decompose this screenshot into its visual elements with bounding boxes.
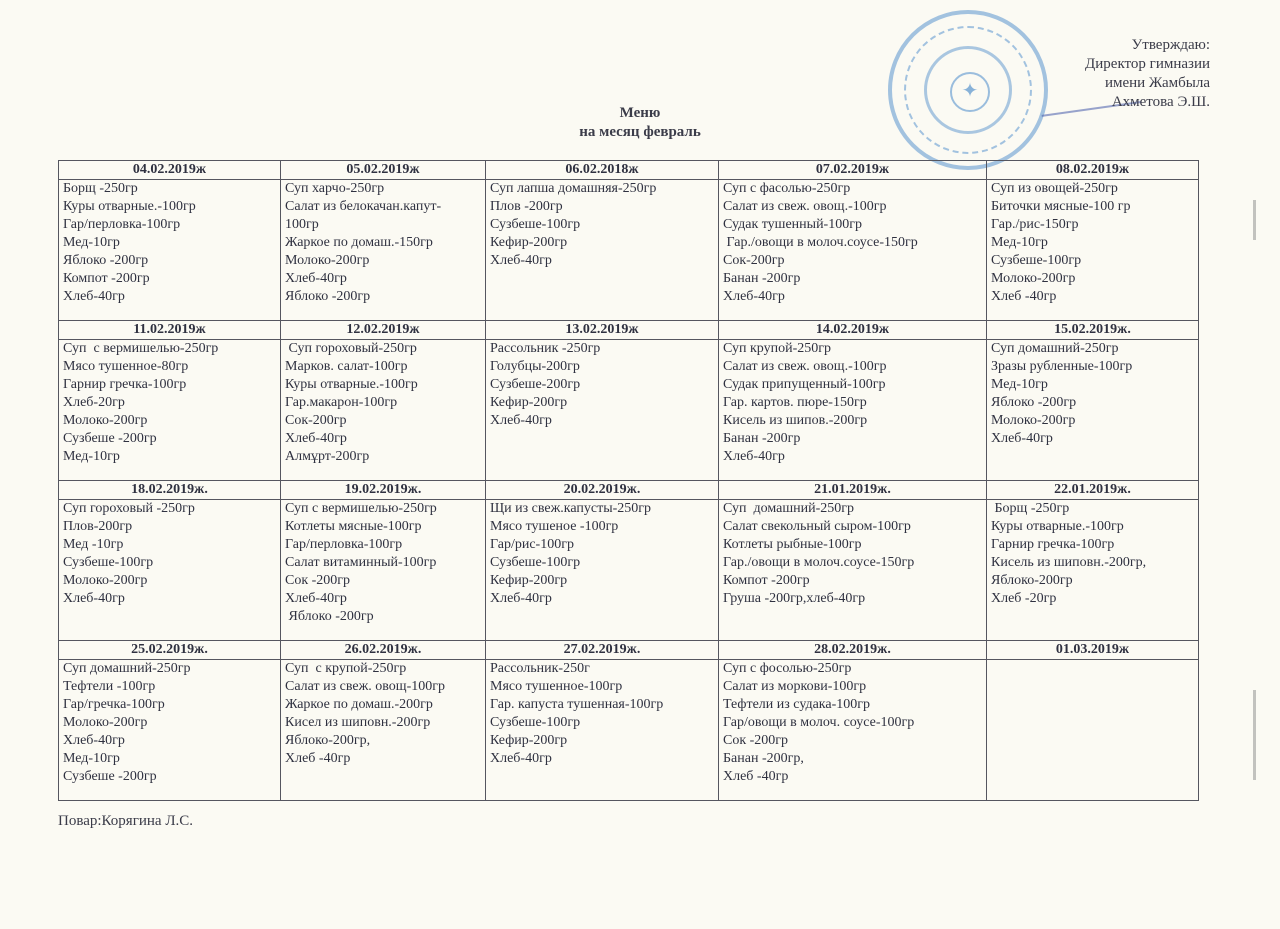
cook-signature: Повар:Корягина Л.С. [58, 813, 193, 829]
day-date-header: 15.02.2019ж. [987, 321, 1199, 340]
menu-item: Суп с крупой-250гр [285, 661, 407, 676]
menu-item: Кефир-200гр [490, 573, 568, 588]
scan-mark [1253, 200, 1256, 240]
menu-item: Тефтели из судака-100гр [723, 697, 870, 712]
day-date-header: 26.02.2019ж. [281, 641, 486, 660]
menu-item: Суп лапша домашняя-250гр [490, 181, 657, 196]
day-menu-cell [59, 180, 281, 321]
menu-item: Хлеб-40гр [285, 591, 347, 606]
approval-school: имени Жамбыла [1104, 75, 1210, 91]
menu-item: Банан -200гр [723, 271, 801, 286]
menu-item: Молоко-200гр [63, 715, 148, 730]
menu-item: Яблоко -200гр [991, 395, 1077, 410]
day-date-header: 28.02.2019ж. [719, 641, 987, 660]
menu-item: Гар. капуста тушенная-100гр [490, 697, 664, 712]
day-menu-cell [987, 340, 1199, 481]
menu-item: Салат из свеж. овощ.-100гр [723, 359, 887, 374]
menu-item: Котлеты рыбные-100гр [723, 537, 862, 552]
day-menu-cell [281, 340, 486, 481]
menu-item: Щи из свеж.капусты-250гр [490, 501, 652, 516]
menu-item: Гарнир гречка-100гр [991, 537, 1115, 552]
title-line-2: на месяц февраль [579, 124, 701, 140]
menu-item: Сузбеше-100гр [991, 253, 1082, 268]
week-date-row [59, 481, 1199, 500]
menu-item: Мясо тушеное -100гр [490, 519, 619, 534]
menu-item: Яблоко -200гр [285, 289, 371, 304]
week-date-row [59, 161, 1199, 180]
menu-item: Салат свекольный сыром-100гр [723, 519, 911, 534]
day-date-header: 22.01.2019ж. [987, 481, 1199, 500]
menu-item: Суп крупой-250гр [723, 341, 831, 356]
menu-item: Хлеб -40гр [723, 769, 789, 784]
menu-item: Сок -200гр [285, 573, 351, 588]
menu-item: Гар./рис-150гр [991, 217, 1079, 232]
week-items-row [59, 500, 1199, 641]
menu-item: Рассольник -250гр [490, 341, 601, 356]
menu-item: Хлеб-40гр [490, 751, 552, 766]
menu-item: Сузбеше -200гр [63, 769, 157, 784]
menu-item: Гар/перловка-100гр [285, 537, 403, 552]
emblem-icon: ✦ [950, 72, 990, 112]
menu-item: Тефтели -100гр [63, 679, 156, 694]
day-menu-cell [719, 180, 987, 321]
day-date-header: 05.02.2019ж [281, 161, 486, 180]
page-title [520, 104, 760, 142]
menu-item: Куры отварные.-100гр [63, 199, 196, 214]
menu-item: Груша -200гр,хлеб-40гр [723, 591, 866, 606]
menu-item: Яблоко-200гр, [285, 733, 371, 748]
week-items-row [59, 340, 1199, 481]
menu-item: Хлеб-40гр [63, 733, 125, 748]
day-menu-cell [281, 180, 486, 321]
week-items-row [59, 180, 1199, 321]
menu-item: Жаркое по домаш.-200гр [285, 697, 433, 712]
menu-item: Яблоко -200гр [63, 253, 149, 268]
day-date-header: 11.02.2019ж [59, 321, 281, 340]
day-date-header: 13.02.2019ж [486, 321, 719, 340]
menu-item: Банан -200гр, [723, 751, 804, 766]
title-line-1: Меню [619, 105, 661, 121]
menu-item: Банан -200гр [723, 431, 801, 446]
menu-item: Сузбеше-100гр [63, 555, 154, 570]
approval-name: Ахметова Э.Ш. [1111, 94, 1210, 110]
menu-item: Кисел из шиповн.-200гр [285, 715, 431, 730]
menu-item: Кисель из шиповн.-200гр, [991, 555, 1147, 570]
menu-item: Зразы рубленные-100гр [991, 359, 1133, 374]
menu-item: Рассольник-250г [490, 661, 590, 676]
day-date-header: 06.02.2018ж [486, 161, 719, 180]
approval-label: Утверждаю: [1131, 37, 1210, 53]
day-menu-cell [486, 660, 719, 801]
menu-item: Хлеб-20гр [63, 395, 125, 410]
menu-item: Молоко-200гр [991, 271, 1076, 286]
menu-item: Плов-200гр [63, 519, 133, 534]
menu-item: Молоко-200гр [63, 573, 148, 588]
menu-item: Мясо тушенное-100гр [490, 679, 623, 694]
menu-item: Алмұрт-200гр [285, 449, 370, 464]
menu-item: Салат витаминный-100гр [285, 555, 437, 570]
menu-item: Суп домашний-250гр [991, 341, 1119, 356]
day-menu-cell [281, 500, 486, 641]
menu-item: Молоко-200гр [285, 253, 370, 268]
menu-item: Суп домашний-250гр [63, 661, 191, 676]
scan-mark [1253, 690, 1256, 780]
day-date-header: 07.02.2019ж [719, 161, 987, 180]
menu-item: Гар/рис-100гр [490, 537, 574, 552]
menu-item: Суп с вермишелью-250гр [63, 341, 219, 356]
menu-item: Кефир-200гр [490, 235, 568, 250]
day-date-header: 25.02.2019ж. [59, 641, 281, 660]
menu-item: Хлеб-40гр [285, 431, 347, 446]
menu-item: Гар.макарон-100гр [285, 395, 398, 410]
menu-item: Суп домашний-250гр [723, 501, 854, 516]
menu-item: Салат из моркови-100гр [723, 679, 867, 694]
menu-item: Мед-10гр [991, 235, 1048, 250]
menu-item: Гар/гречка-100гр [63, 697, 165, 712]
day-menu-cell [719, 500, 987, 641]
day-date-header: 12.02.2019ж [281, 321, 486, 340]
menu-item: Молоко-200гр [991, 413, 1076, 428]
week-items-row [59, 660, 1199, 801]
menu-item: Судак припущенный-100гр [723, 377, 886, 392]
menu-item: Хлеб-40гр [991, 431, 1053, 446]
menu-table [58, 160, 1199, 801]
menu-item: Биточки мясные-100 гр [991, 199, 1131, 214]
menu-item: Гар./овощи в молоч.соусе-150гр [723, 235, 918, 250]
day-menu-cell [987, 500, 1199, 641]
day-menu-cell [987, 180, 1199, 321]
day-menu-cell [719, 660, 987, 801]
menu-item: Хлеб-40гр [63, 591, 125, 606]
menu-item: Хлеб-40гр [63, 289, 125, 304]
day-menu-cell [281, 660, 486, 801]
menu-item: Сузбеше-100гр [490, 217, 581, 232]
menu-item: Суп с фасолью-250гр [723, 181, 851, 196]
week-date-row [59, 321, 1199, 340]
menu-item: Мед-10гр [63, 751, 120, 766]
day-menu-cell [486, 180, 719, 321]
week-date-row [59, 641, 1199, 660]
menu-item: Сок -200гр [723, 733, 789, 748]
day-date-header: 21.01.2019ж. [719, 481, 987, 500]
menu-item: Молоко-200гр [63, 413, 148, 428]
day-date-header: 08.02.2019ж [987, 161, 1199, 180]
menu-item: Салат из свеж. овощ.-100гр [723, 199, 887, 214]
day-date-header: 14.02.2019ж [719, 321, 987, 340]
menu-item: Куры отварные.-100гр [285, 377, 418, 392]
menu-item: Марков. салат-100гр [285, 359, 408, 374]
day-menu-cell [719, 340, 987, 481]
day-date-header: 19.02.2019ж. [281, 481, 486, 500]
menu-item: Борщ -250гр [991, 501, 1070, 516]
menu-item: Суп с фосолью-250гр [723, 661, 852, 676]
day-menu-cell [987, 660, 1199, 801]
menu-item: Куры отварные.-100гр [991, 519, 1124, 534]
menu-item: Сузбеше-100гр [490, 715, 581, 730]
menu-item: Салат из белокачан.капут- [285, 199, 442, 214]
menu-item: Суп из овощей-250гр [991, 181, 1118, 196]
day-date-header: 01.03.2019ж [987, 641, 1199, 660]
menu-item: Суп гороховый -250гр [63, 501, 195, 516]
menu-item: Сузбеше-200гр [490, 377, 581, 392]
day-menu-cell [486, 340, 719, 481]
menu-item: Хлеб-40гр [490, 253, 552, 268]
day-menu-cell [59, 340, 281, 481]
menu-item: 100гр [285, 217, 319, 232]
day-date-header: 20.02.2019ж. [486, 481, 719, 500]
day-date-header: 18.02.2019ж. [59, 481, 281, 500]
menu-item: Хлеб-40гр [723, 289, 785, 304]
menu-item: Мед-10гр [63, 449, 120, 464]
day-menu-cell [59, 500, 281, 641]
menu-item: Суп харчо-250гр [285, 181, 385, 196]
menu-item: Яблоко-200гр [991, 573, 1073, 588]
menu-item: Кефир-200гр [490, 395, 568, 410]
menu-item: Хлеб-40гр [490, 413, 552, 428]
menu-item: Суп с вермишелью-250гр [285, 501, 437, 516]
day-menu-cell [59, 660, 281, 801]
menu-item: Мясо тушенное-80гр [63, 359, 189, 374]
menu-item: Хлеб -40гр [991, 289, 1057, 304]
menu-item: Голубцы-200гр [490, 359, 580, 374]
official-seal-icon [888, 10, 1048, 170]
menu-item: Мед -10гр [63, 537, 124, 552]
menu-item: Салат из свеж. овощ-100гр [285, 679, 445, 694]
menu-item: Борщ -250гр [63, 181, 138, 196]
menu-item: Сузбеше-100гр [490, 555, 581, 570]
approval-position: Директор гимназии [1085, 56, 1210, 72]
menu-item: Гар. картов. пюре-150гр [723, 395, 867, 410]
menu-item: Судак тушенный-100гр [723, 217, 862, 232]
menu-item: Сузбеше -200гр [63, 431, 157, 446]
day-menu-cell [486, 500, 719, 641]
menu-item: Котлеты мясные-100гр [285, 519, 422, 534]
menu-item: Компот -200гр [63, 271, 150, 286]
day-date-header: 04.02.2019ж [59, 161, 281, 180]
menu-item: Хлеб -40гр [285, 751, 351, 766]
menu-item: Хлеб -20гр [991, 591, 1057, 606]
menu-item: Суп гороховый-250гр [285, 341, 417, 356]
menu-item: Яблоко -200гр [285, 609, 374, 624]
menu-item: Мед-10гр [63, 235, 120, 250]
menu-item: Жаркое по домаш.-150гр [285, 235, 433, 250]
menu-item: Хлеб-40гр [723, 449, 785, 464]
menu-item: Компот -200гр [723, 573, 810, 588]
menu-item: Гар./овощи в молоч.соусе-150гр [723, 555, 915, 570]
menu-item: Хлеб-40гр [285, 271, 347, 286]
menu-item: Сок-200гр [285, 413, 347, 428]
approval-block [1085, 36, 1210, 112]
menu-item: Гар/овощи в молоч. соусе-100гр [723, 715, 915, 730]
menu-item: Сок-200гр [723, 253, 785, 268]
menu-item: Кефир-200гр [490, 733, 568, 748]
menu-item: Кисель из шипов.-200гр [723, 413, 868, 428]
menu-item: Гарнир гречка-100гр [63, 377, 187, 392]
menu-item: Хлеб-40гр [490, 591, 552, 606]
day-date-header: 27.02.2019ж. [486, 641, 719, 660]
menu-item: Гар/перловка-100гр [63, 217, 181, 232]
menu-item: Мед-10гр [991, 377, 1048, 392]
menu-item: Плов -200гр [490, 199, 563, 214]
